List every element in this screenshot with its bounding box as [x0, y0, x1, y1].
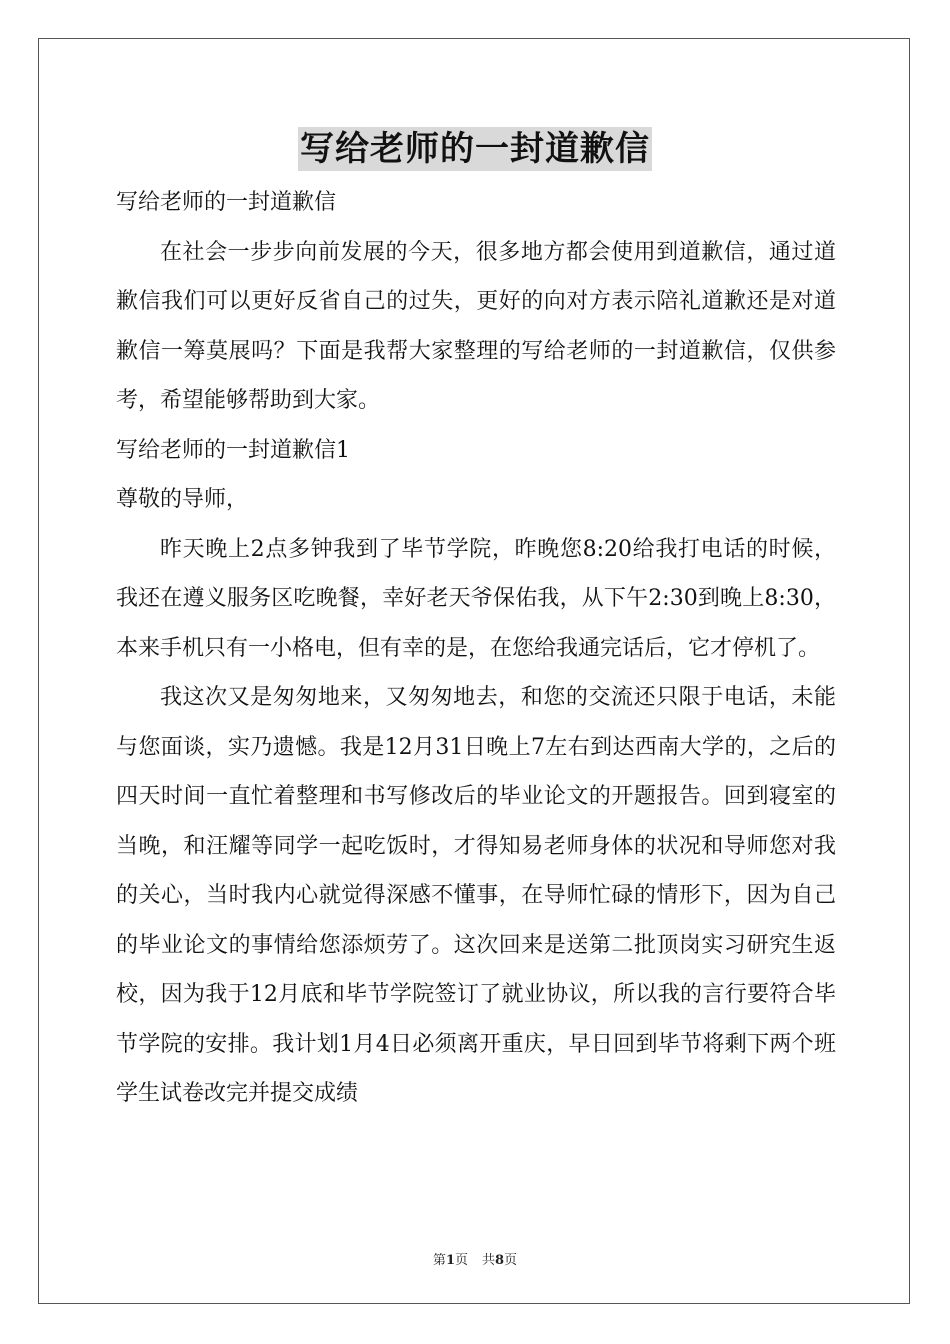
- page-suffix: 页: [454, 1253, 468, 1268]
- total-page-count: 8: [495, 1253, 505, 1268]
- total-prefix: 共: [482, 1253, 496, 1268]
- document-body: [116, 178, 836, 1119]
- document-title: 写给老师的一封道歉信: [300, 129, 650, 169]
- salutation: 尊敬的导师，: [116, 487, 249, 512]
- title-container: [0, 127, 950, 171]
- page-prefix: 第: [432, 1253, 446, 1268]
- total-suffix: 页: [504, 1253, 518, 1268]
- page-footer: [0, 1249, 950, 1268]
- letter-paragraph-1: 昨天晚上2点多钟我到了毕节学院，昨晚您8:20给我打电话的时候，我还在遵义服务区吃晚餐，幸好老天爷保佑我，从下午2:30到晚上8:30，本来手机只有一小格电，但有幸的是，在您给我通完话后，它才停机了。: [116, 536, 836, 661]
- section-heading: 写给老师的一封道歉信1: [116, 437, 350, 463]
- letter-paragraph-2: 我这次又是匆匆地来，又匆匆地去，和您的交流还只限于电话，未能与您面谈，实乃遗憾。我是12月31日晚上7左右到达西南大学的，之后的四天时间一直忙着整理和书写修改后的毕业论文的开题报告。回到寝室的当晚，和汪耀等同学一起吃饭时，才得知易老师身体的状况和导师您对我的关心，当时我内心就觉得深感不懂事，在导师忙碌的情形下，因为自己的毕业论文的事情给您添烦劳了。这次回来是送第二批顶岗实习研究生返校，因为我于12月底和毕节学院签订了就业协议，所以我的言行要符合毕节学院的安排。我计划1月4日必须离开重庆，早日回到毕节将剩下两个班学生试卷改完并提交成绩: [116, 685, 836, 1106]
- intro-paragraph: 在社会一步步向前发展的今天，很多地方都会使用到道歉信，通过道歉信我们可以更好反省自己的过失，更好的向对方表示陪礼道歉还是对道歉信一筹莫展吗？下面是我帮大家整理的写给老师的一封道歉信，仅供参考，希望能够帮助到大家。: [116, 239, 836, 413]
- document-subtitle: 写给老师的一封道歉信: [116, 190, 337, 215]
- current-page-number: 1: [445, 1253, 455, 1268]
